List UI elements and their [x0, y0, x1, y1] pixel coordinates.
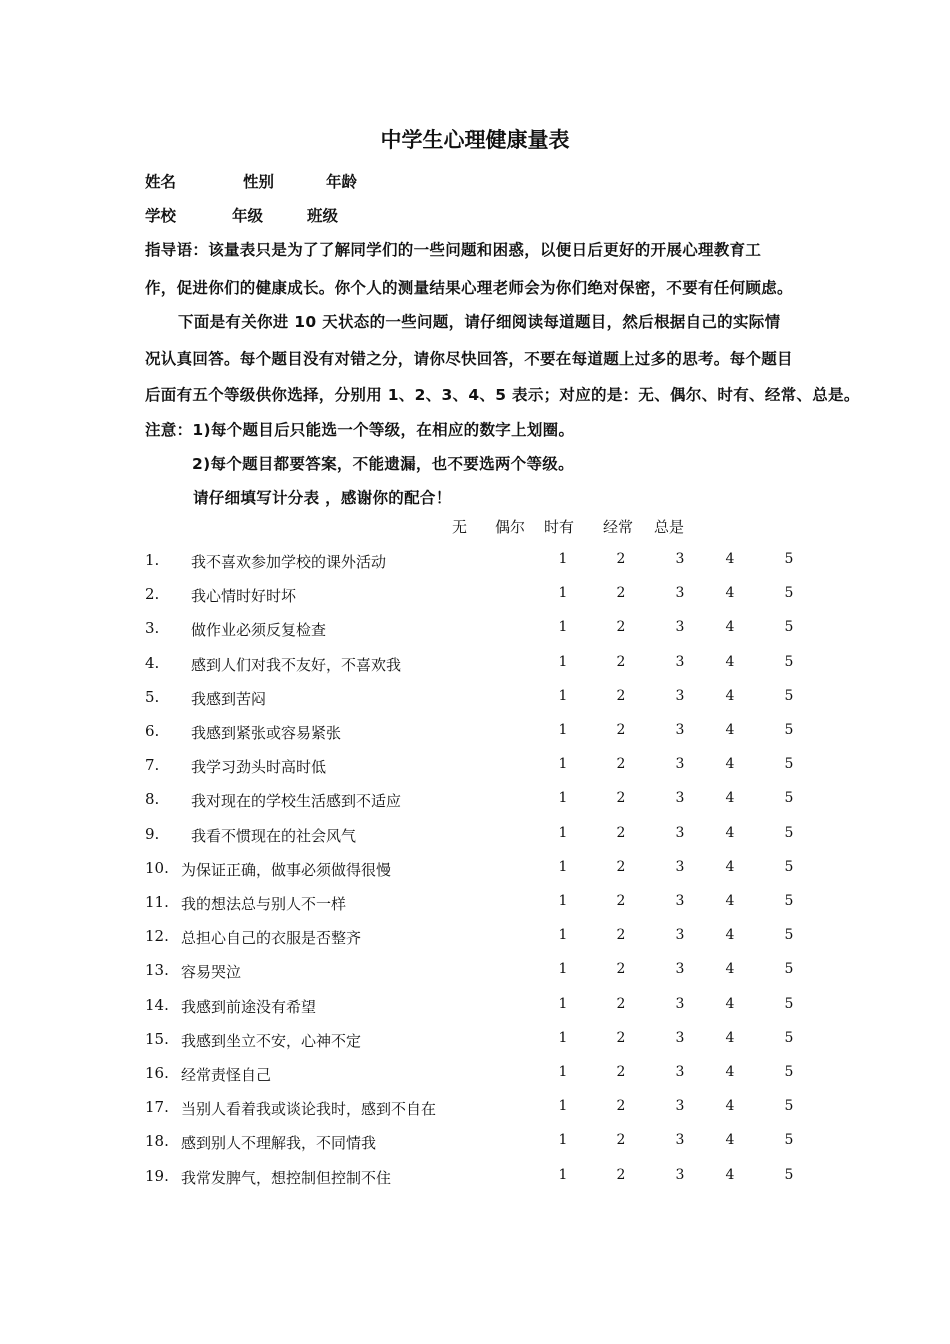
rating-option-1[interactable]: 1: [558, 653, 568, 670]
rating-option-5[interactable]: 5: [784, 653, 794, 670]
question-number: 15.: [145, 1029, 169, 1048]
rating-option-1[interactable]: 1: [558, 585, 568, 602]
rating-option-4[interactable]: 4: [725, 551, 735, 567]
rating-option-4[interactable]: 4: [725, 824, 735, 841]
question-number: 16.: [145, 1064, 169, 1082]
rating-option-3[interactable]: 3: [675, 961, 685, 978]
question-number: 12.: [145, 927, 169, 946]
question-row: [0, 893, 950, 917]
class-label: 班级: [307, 207, 339, 225]
rating-option-4[interactable]: 4: [725, 687, 735, 704]
question-number: 18.: [145, 1132, 169, 1151]
question-text: 为保证正确，做事必须做得很慢: [181, 860, 392, 879]
rating-option-1[interactable]: 1: [558, 1064, 568, 1080]
intro-line: 后面有五个等级供你选择，分别用 1、2、3、4、5 表示；对应的是：无、偶尔、时有、经常、总是。: [145, 386, 860, 404]
rating-option-3[interactable]: 3: [675, 1166, 685, 1183]
rating-option-2[interactable]: 2: [616, 551, 626, 567]
grade-label: 年级: [232, 207, 264, 225]
question-number: 8.: [145, 790, 160, 809]
rating-option-5[interactable]: 5: [784, 927, 794, 944]
rating-option-5[interactable]: 5: [784, 1064, 794, 1080]
rating-option-2[interactable]: 2: [616, 1029, 626, 1046]
intro-line: 下面是有关你进 10 天状态的一些问题，请仔细阅读每道题目，然后根据自己的实际情: [178, 313, 781, 331]
rating-option-5[interactable]: 5: [784, 551, 794, 567]
question-text: 我看不惯现在的社会风气: [191, 826, 357, 845]
rating-option-3[interactable]: 3: [675, 858, 685, 875]
rating-option-3[interactable]: 3: [675, 927, 685, 944]
rating-option-1[interactable]: 1: [558, 1098, 568, 1115]
question-row: [0, 1098, 950, 1122]
rating-option-4[interactable]: 4: [725, 1166, 735, 1183]
question-text: 我感到前途没有希望: [181, 997, 317, 1016]
rating-option-5[interactable]: 5: [784, 756, 794, 773]
question-text: 经常责怪自己: [181, 1066, 272, 1084]
age-label: 年龄: [326, 173, 358, 191]
rating-option-3[interactable]: 3: [675, 790, 685, 807]
rating-option-4[interactable]: 4: [725, 927, 735, 944]
rating-option-2[interactable]: 2: [616, 653, 626, 670]
question-number: 17.: [145, 1098, 169, 1117]
gender-label: 性别: [243, 173, 275, 191]
rating-option-3[interactable]: 3: [675, 824, 685, 841]
question-number: 11.: [145, 893, 169, 911]
rating-option-3[interactable]: 3: [675, 1098, 685, 1115]
rating-option-1[interactable]: 1: [558, 790, 568, 807]
question-text: 我学习劲头时高时低: [191, 758, 327, 777]
rating-option-4[interactable]: 4: [725, 1064, 735, 1080]
question-number: 4.: [145, 653, 160, 672]
rating-option-3[interactable]: 3: [675, 722, 685, 738]
rating-option-5[interactable]: 5: [784, 687, 794, 704]
rating-option-5[interactable]: 5: [784, 1166, 794, 1183]
question-number: 1.: [145, 551, 160, 569]
rating-option-5[interactable]: 5: [784, 893, 794, 909]
question-row: [0, 619, 950, 643]
rating-option-4[interactable]: 4: [725, 858, 735, 875]
question-text: 当别人看着我或谈论我时，感到不自在: [181, 1100, 437, 1119]
question-number: 9.: [145, 824, 160, 843]
thanks-line: 请仔细填写计分表 ，感谢你的配合！: [193, 489, 452, 507]
intro-line: 况认真回答。每个题目没有对错之分，请你尽快回答，不要在每道题上过多的思考。每个题目: [145, 350, 793, 368]
rating-option-2[interactable]: 2: [616, 756, 626, 773]
rating-option-2[interactable]: 2: [616, 858, 626, 875]
rating-option-1[interactable]: 1: [558, 722, 568, 738]
note-line: 2)每个题目都要答案，不能遗漏，也不要选两个等级。: [192, 455, 574, 473]
rating-option-5[interactable]: 5: [784, 722, 794, 738]
question-row: [0, 551, 950, 575]
rating-option-2[interactable]: 2: [616, 1166, 626, 1183]
question-row: [0, 996, 950, 1020]
question-row: [0, 825, 950, 849]
rating-option-2[interactable]: 2: [616, 961, 626, 978]
question-text: 我对现在的学校生活感到不适应: [191, 792, 402, 811]
question-number: 19.: [145, 1166, 169, 1185]
rating-option-2[interactable]: 2: [616, 824, 626, 841]
rating-option-2[interactable]: 2: [616, 927, 626, 944]
rating-option-4[interactable]: 4: [725, 653, 735, 670]
question-number: 6.: [145, 722, 160, 740]
rating-option-5[interactable]: 5: [784, 1132, 794, 1149]
rating-option-4[interactable]: 4: [725, 995, 735, 1012]
question-row: [0, 961, 950, 985]
question-text: 我感到紧张或容易紧张: [191, 724, 342, 742]
rating-option-2[interactable]: 2: [616, 1098, 626, 1115]
question-text: 我常发脾气，想控制但控制不住: [181, 1168, 392, 1187]
question-row: [0, 790, 950, 814]
question-row: [0, 1064, 950, 1088]
question-text: 我感到坐立不安，心神不定: [181, 1031, 362, 1050]
intro-line: 指导语：该量表只是为了了解同学们的一些问题和困惑，以便日后更好的开展心理教育工: [145, 241, 762, 259]
scale-header-often: 经常: [603, 518, 634, 536]
rating-option-3[interactable]: 3: [675, 893, 685, 909]
school-label: 学校: [145, 207, 177, 225]
rating-option-1[interactable]: 1: [558, 1132, 568, 1149]
rating-option-2[interactable]: 2: [616, 722, 626, 738]
rating-option-3[interactable]: 3: [675, 1029, 685, 1046]
question-number: 10.: [145, 858, 169, 877]
rating-option-5[interactable]: 5: [784, 585, 794, 602]
question-row: [0, 722, 950, 746]
scale-header-sometimes: 时有: [544, 518, 575, 536]
question-row: [0, 1132, 950, 1156]
question-number: 7.: [145, 756, 160, 775]
rating-option-2[interactable]: 2: [616, 790, 626, 807]
question-row: [0, 859, 950, 883]
rating-option-4[interactable]: 4: [725, 585, 735, 602]
rating-option-4[interactable]: 4: [725, 1098, 735, 1115]
rating-option-4[interactable]: 4: [725, 619, 735, 636]
rating-option-4[interactable]: 4: [725, 790, 735, 807]
rating-option-1[interactable]: 1: [558, 858, 568, 875]
rating-option-2[interactable]: 2: [616, 995, 626, 1012]
rating-option-1[interactable]: 1: [558, 687, 568, 704]
scale-header-never: 无: [452, 518, 468, 536]
rating-option-2[interactable]: 2: [616, 1064, 626, 1080]
question-text: 我感到苦闷: [191, 689, 267, 708]
question-number: 5.: [145, 687, 160, 706]
rating-option-1[interactable]: 1: [558, 1166, 568, 1183]
rating-option-3[interactable]: 3: [675, 995, 685, 1012]
question-row: [0, 756, 950, 780]
rating-option-1[interactable]: 1: [558, 619, 568, 636]
rating-option-1[interactable]: 1: [558, 824, 568, 841]
question-row: [0, 1030, 950, 1054]
rating-option-2[interactable]: 2: [616, 1132, 626, 1149]
scale-header-always: 总是: [654, 518, 685, 536]
rating-option-2[interactable]: 2: [616, 893, 626, 909]
question-text: 总担心自己的衣服是否整齐: [181, 929, 362, 948]
question-row: [0, 654, 950, 678]
rating-option-3[interactable]: 3: [675, 585, 685, 602]
intro-line: 作，促进你们的健康成长。你个人的测量结果心理老师会为你们绝对保密，不要有任何顾虑。: [145, 279, 793, 297]
rating-option-4[interactable]: 4: [725, 756, 735, 773]
rating-option-1[interactable]: 1: [558, 1029, 568, 1046]
rating-option-5[interactable]: 5: [784, 961, 794, 978]
question-row: [0, 585, 950, 609]
scale-header-rarely: 偶尔: [495, 518, 526, 536]
question-row: [0, 1167, 950, 1191]
rating-option-1[interactable]: 1: [558, 756, 568, 773]
rating-option-5[interactable]: 5: [784, 858, 794, 875]
rating-option-4[interactable]: 4: [725, 961, 735, 978]
rating-option-1[interactable]: 1: [558, 961, 568, 978]
rating-option-3[interactable]: 3: [675, 619, 685, 636]
rating-option-3[interactable]: 3: [675, 551, 685, 567]
question-text: 感到别人不理解我，不同情我: [181, 1134, 377, 1153]
question-text: 感到人们对我不友好，不喜欢我: [191, 655, 402, 674]
rating-option-4[interactable]: 4: [725, 722, 735, 738]
rating-option-5[interactable]: 5: [784, 1098, 794, 1115]
rating-option-5[interactable]: 5: [784, 1029, 794, 1046]
rating-option-1[interactable]: 1: [558, 927, 568, 944]
question-text: 我心情时好时坏: [191, 587, 297, 606]
rating-option-5[interactable]: 5: [784, 995, 794, 1012]
rating-option-1[interactable]: 1: [558, 551, 568, 567]
question-number: 13.: [145, 961, 169, 980]
rating-option-3[interactable]: 3: [675, 1064, 685, 1080]
rating-option-1[interactable]: 1: [558, 893, 568, 909]
rating-option-3[interactable]: 3: [675, 653, 685, 670]
name-label: 姓名: [145, 173, 177, 191]
question-text: 容易哭泣: [181, 963, 242, 982]
question-row: [0, 688, 950, 712]
rating-option-1[interactable]: 1: [558, 995, 568, 1012]
question-row: [0, 927, 950, 951]
rating-option-4[interactable]: 4: [725, 1132, 735, 1149]
rating-option-2[interactable]: 2: [616, 585, 626, 602]
question-text: 我不喜欢参加学校的课外活动: [191, 553, 387, 571]
page-title: 中学生心理健康量表: [380, 128, 570, 152]
question-text: 做作业必须反复检查: [191, 621, 327, 640]
question-number: 3.: [145, 619, 160, 638]
rating-option-3[interactable]: 3: [675, 1132, 685, 1149]
rating-option-4[interactable]: 4: [725, 893, 735, 909]
rating-option-5[interactable]: 5: [784, 824, 794, 841]
rating-option-4[interactable]: 4: [725, 1029, 735, 1046]
rating-option-2[interactable]: 2: [616, 687, 626, 704]
rating-option-5[interactable]: 5: [784, 619, 794, 636]
rating-option-3[interactable]: 3: [675, 687, 685, 704]
question-number: 14.: [145, 995, 169, 1014]
rating-option-3[interactable]: 3: [675, 756, 685, 773]
question-number: 2.: [145, 585, 160, 604]
rating-option-2[interactable]: 2: [616, 619, 626, 636]
rating-option-5[interactable]: 5: [784, 790, 794, 807]
question-text: 我的想法总与别人不一样: [181, 895, 347, 913]
note-line: 注意：1)每个题目后只能选一个等级，在相应的数字上划圈。: [145, 421, 575, 439]
